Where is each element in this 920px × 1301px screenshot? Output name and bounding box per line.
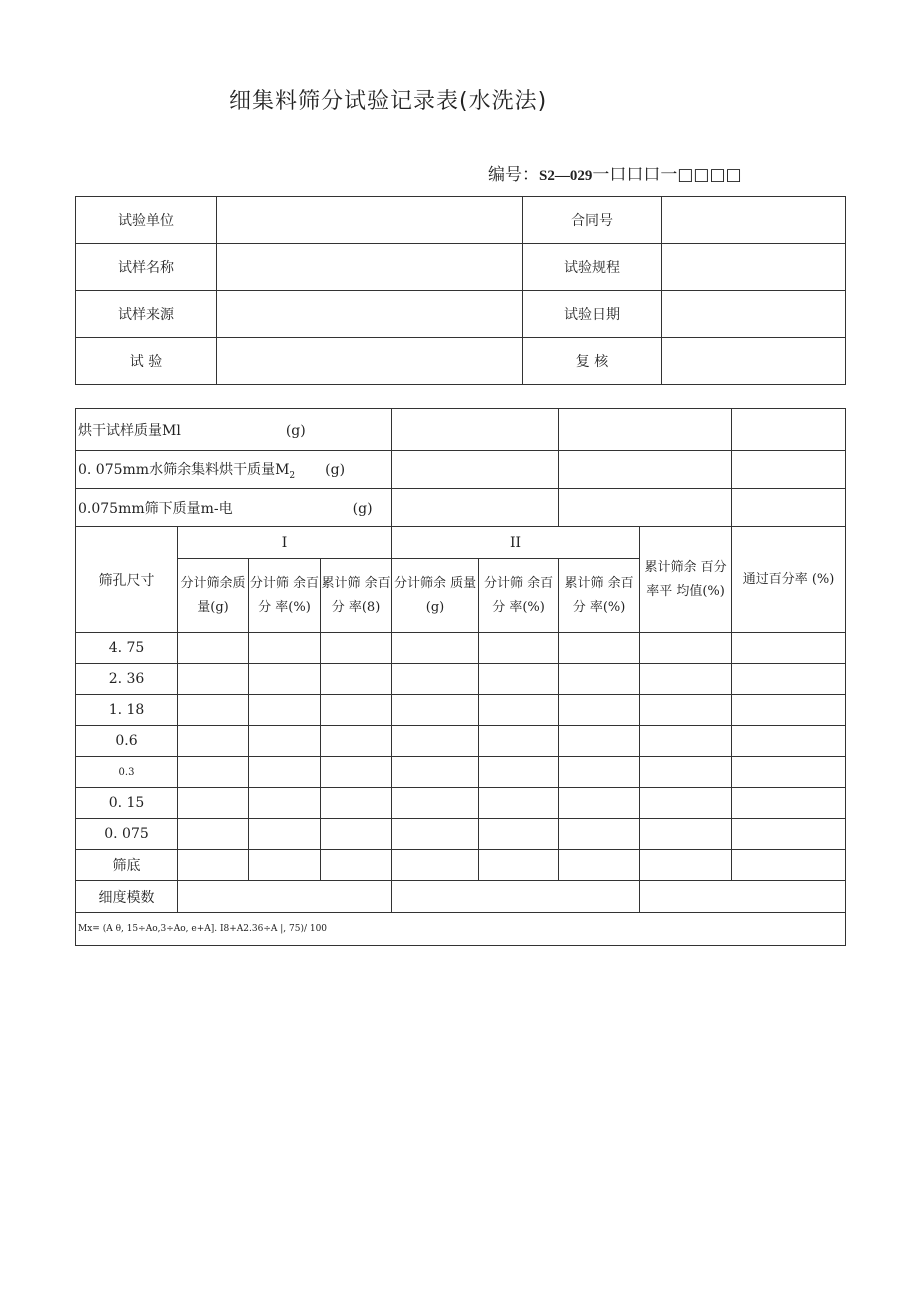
- sieve-size-cell: 0. 075: [76, 819, 178, 850]
- info-table: [75, 196, 846, 385]
- sieve-value-cell[interactable]: [559, 726, 640, 757]
- date-field[interactable]: [662, 291, 846, 338]
- sieve-value-cell[interactable]: [321, 664, 392, 695]
- sieve-size-cell: 筛底: [76, 850, 178, 881]
- sieve-value-cell[interactable]: [559, 633, 640, 664]
- sieve-row: [76, 726, 846, 757]
- m1-label: 烘干试样质量Ml (g): [76, 409, 392, 451]
- m1-field-1[interactable]: [392, 409, 559, 451]
- sieve-value-cell[interactable]: [479, 819, 559, 850]
- sieve-value-cell[interactable]: [249, 726, 321, 757]
- sieve-value-cell[interactable]: [559, 819, 640, 850]
- sieve-value-cell[interactable]: [392, 633, 479, 664]
- sieve-size-cell: 0. 15: [76, 788, 178, 819]
- sieve-value-cell[interactable]: [640, 695, 732, 726]
- g2-cum-header: 累计筛 余百分 率(%): [559, 559, 640, 633]
- fineness-field-3[interactable]: [640, 881, 846, 913]
- sieve-value-cell[interactable]: [392, 757, 479, 788]
- sieve-value-cell[interactable]: [479, 726, 559, 757]
- group2-header: II: [392, 527, 640, 559]
- sieve-row: [76, 819, 846, 850]
- sieve-value-cell[interactable]: [640, 726, 732, 757]
- sieve-value-cell[interactable]: [321, 819, 392, 850]
- sieve-row: [76, 850, 846, 881]
- sieve-value-cell[interactable]: [178, 695, 249, 726]
- m1-field-2[interactable]: [559, 409, 732, 451]
- sieve-value-cell[interactable]: [732, 850, 846, 881]
- m2-label: 0. 075mm水筛余集料烘干质量$M_2$ (g): [76, 451, 392, 489]
- sieve-size-cell: 1. 18: [76, 695, 178, 726]
- m3-field-2[interactable]: [559, 489, 732, 527]
- sieve-rows: [76, 633, 846, 881]
- sieve-value-cell[interactable]: [178, 726, 249, 757]
- code-value: S2—029: [539, 168, 593, 184]
- sieve-row: [76, 633, 846, 664]
- contract-label: 合同号: [523, 197, 662, 244]
- sieve-value-cell[interactable]: [392, 695, 479, 726]
- g1-mass-header: 分计筛余质量(g): [178, 559, 249, 633]
- sieve-value-cell[interactable]: [559, 664, 640, 695]
- sieve-row: [76, 788, 846, 819]
- sieve-value-cell[interactable]: [321, 757, 392, 788]
- sieve-value-cell[interactable]: [732, 664, 846, 695]
- m2-field-2[interactable]: [559, 451, 732, 489]
- sieve-value-cell[interactable]: [321, 633, 392, 664]
- sieve-value-cell[interactable]: [178, 633, 249, 664]
- sieve-value-cell[interactable]: [732, 819, 846, 850]
- source-label: 试样来源: [76, 291, 217, 338]
- sieve-size-header: 筛孔尺寸: [76, 527, 178, 633]
- sieve-value-cell[interactable]: [732, 726, 846, 757]
- m1-field-3[interactable]: [732, 409, 846, 451]
- sieve-value-cell[interactable]: [392, 788, 479, 819]
- fineness-formula: Mx= (A θ, 15÷Ao,3÷Ao, e+A]. I8+A2.36÷A |, 75)/ 100: [76, 913, 846, 946]
- sieve-size-cell: 0.3: [76, 757, 178, 788]
- g1-cum-header: 累计筛 余百分 率(8): [321, 559, 392, 633]
- sieve-value-cell[interactable]: [732, 695, 846, 726]
- page-title: 细集料筛分试验记录表(水洗法): [229, 89, 548, 114]
- sieve-value-cell[interactable]: [640, 757, 732, 788]
- sieve-row: [76, 664, 846, 695]
- sieve-value-cell[interactable]: [178, 819, 249, 850]
- sieve-value-cell[interactable]: [249, 788, 321, 819]
- sieve-row: [76, 757, 846, 788]
- form-code: [488, 160, 742, 185]
- unit-label: 试验单位: [76, 197, 217, 244]
- fineness-label: 细度模数: [76, 881, 178, 913]
- sieve-value-cell[interactable]: [321, 850, 392, 881]
- sieve-value-cell[interactable]: [559, 695, 640, 726]
- sieve-value-cell[interactable]: [732, 757, 846, 788]
- sieve-size-cell: 0.6: [76, 726, 178, 757]
- sieve-value-cell[interactable]: [479, 757, 559, 788]
- m2-field-3[interactable]: [732, 451, 846, 489]
- sieve-value-cell[interactable]: [559, 788, 640, 819]
- procedure-field[interactable]: [662, 244, 846, 291]
- m2-field-1[interactable]: [392, 451, 559, 489]
- sieve-size-cell: 4. 75: [76, 633, 178, 664]
- sieve-value-cell[interactable]: [640, 633, 732, 664]
- fineness-field-2[interactable]: [392, 881, 640, 913]
- fineness-field-1[interactable]: [178, 881, 392, 913]
- m3-field-1[interactable]: [392, 489, 559, 527]
- g1-pct-header: 分计筛 余百分 率(%): [249, 559, 321, 633]
- sieve-value-cell[interactable]: [732, 633, 846, 664]
- group1-header: I: [178, 527, 392, 559]
- g2-mass-header: 分计筛余 质量(g): [392, 559, 479, 633]
- sieve-value-cell[interactable]: [640, 664, 732, 695]
- sieve-value-cell[interactable]: [479, 633, 559, 664]
- contract-field[interactable]: [662, 197, 846, 244]
- sieve-value-cell[interactable]: [640, 850, 732, 881]
- sieve-size-cell: 2. 36: [76, 664, 178, 695]
- sieve-value-cell[interactable]: [249, 850, 321, 881]
- sieve-value-cell[interactable]: [392, 664, 479, 695]
- sieve-value-cell[interactable]: [392, 726, 479, 757]
- sieve-value-cell[interactable]: [479, 695, 559, 726]
- sieve-value-cell[interactable]: [178, 850, 249, 881]
- sieve-value-cell[interactable]: [640, 788, 732, 819]
- sieve-row: [76, 695, 846, 726]
- sieve-value-cell[interactable]: [178, 664, 249, 695]
- sieve-value-cell[interactable]: [559, 850, 640, 881]
- sieve-value-cell[interactable]: [249, 695, 321, 726]
- sieve-value-cell[interactable]: [479, 664, 559, 695]
- sieve-value-cell[interactable]: [321, 788, 392, 819]
- sieve-table: [75, 408, 846, 946]
- sieve-value-cell[interactable]: [559, 757, 640, 788]
- m3-label: 0.075mm筛下质量m-电 (g): [76, 489, 392, 527]
- sieve-value-cell[interactable]: [732, 788, 846, 819]
- unit-field[interactable]: [217, 197, 523, 244]
- sieve-value-cell[interactable]: [178, 788, 249, 819]
- reviewer-field[interactable]: [662, 338, 846, 385]
- code-tail: 一口口口一□□□□: [592, 165, 742, 185]
- sieve-value-cell[interactable]: [249, 633, 321, 664]
- sieve-value-cell[interactable]: [249, 819, 321, 850]
- source-field[interactable]: [217, 291, 523, 338]
- sieve-value-cell[interactable]: [249, 757, 321, 788]
- sieve-value-cell[interactable]: [392, 850, 479, 881]
- sample-name-field[interactable]: [217, 244, 523, 291]
- code-label: 编号：: [488, 165, 539, 185]
- procedure-label: 试验规程: [523, 244, 662, 291]
- sieve-value-cell[interactable]: [321, 695, 392, 726]
- reviewer-label: 复 核: [523, 338, 662, 385]
- tester-field[interactable]: [217, 338, 523, 385]
- m3-field-3[interactable]: [732, 489, 846, 527]
- tester-label: 试 验: [76, 338, 217, 385]
- sieve-value-cell[interactable]: [640, 819, 732, 850]
- passing-header: 通过百分率 (%): [732, 527, 846, 633]
- sieve-value-cell[interactable]: [392, 819, 479, 850]
- avg-cum-header: 累计筛余 百分率平 均值(%): [640, 527, 732, 633]
- sieve-value-cell[interactable]: [479, 788, 559, 819]
- sieve-value-cell[interactable]: [479, 850, 559, 881]
- sample-name-label: 试样名称: [76, 244, 217, 291]
- sieve-value-cell[interactable]: [249, 664, 321, 695]
- sieve-value-cell[interactable]: [178, 757, 249, 788]
- sieve-value-cell[interactable]: [321, 726, 392, 757]
- date-label: 试验日期: [523, 291, 662, 338]
- g2-pct-header: 分计筛 余百分 率(%): [479, 559, 559, 633]
